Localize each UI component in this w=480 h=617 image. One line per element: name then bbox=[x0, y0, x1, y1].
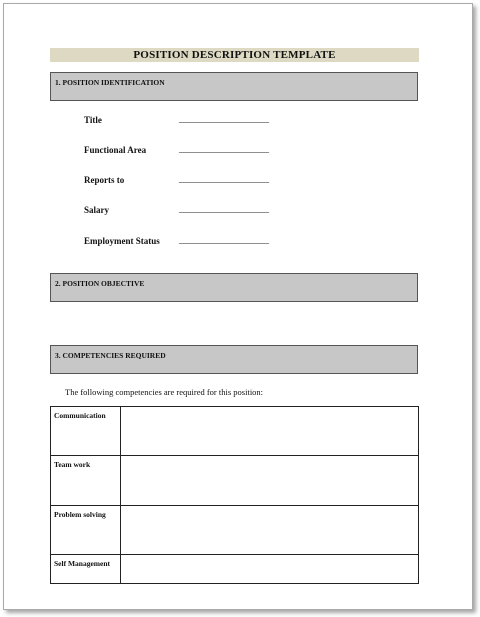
table-row bbox=[51, 407, 419, 456]
section-competencies-required: 3. COMPETENCIES REQUIRED bbox=[50, 345, 418, 374]
competency-value-cell[interactable] bbox=[121, 456, 419, 506]
competency-value-cell[interactable] bbox=[121, 506, 419, 555]
competency-name: Problem solving bbox=[51, 506, 121, 555]
section-position-identification: 1. POSITION IDENTIFICATION bbox=[50, 72, 418, 101]
competency-value-cell[interactable] bbox=[121, 407, 419, 456]
field-line-title[interactable]: ____________________ bbox=[179, 114, 269, 124]
field-line-employment-status[interactable]: ____________________ bbox=[179, 235, 269, 245]
competency-value-cell[interactable] bbox=[121, 555, 419, 584]
document-page bbox=[3, 3, 473, 610]
competencies-table bbox=[50, 406, 419, 584]
competency-name: Self Management bbox=[51, 555, 121, 584]
field-label-employment-status: Employment Status bbox=[84, 236, 160, 246]
field-label-salary: Salary bbox=[84, 205, 110, 215]
table-row bbox=[51, 456, 419, 506]
table-row bbox=[51, 506, 419, 555]
competency-name: Team work bbox=[51, 456, 121, 506]
field-line-salary[interactable]: ____________________ bbox=[179, 204, 269, 214]
field-line-functional-area[interactable]: ____________________ bbox=[179, 144, 269, 154]
section-position-objective: 2. POSITION OBJECTIVE bbox=[50, 273, 418, 302]
table-row bbox=[51, 555, 419, 584]
field-label-title: Title bbox=[84, 115, 102, 125]
competencies-intro: The following competencies are required for this position: bbox=[65, 387, 264, 397]
field-label-functional-area: Functional Area bbox=[84, 145, 147, 155]
field-line-reports-to[interactable]: ____________________ bbox=[179, 174, 269, 184]
competency-name: Communication bbox=[51, 407, 121, 456]
document-title: POSITION DESCRIPTION TEMPLATE bbox=[50, 48, 419, 62]
field-label-reports-to: Reports to bbox=[84, 175, 125, 185]
